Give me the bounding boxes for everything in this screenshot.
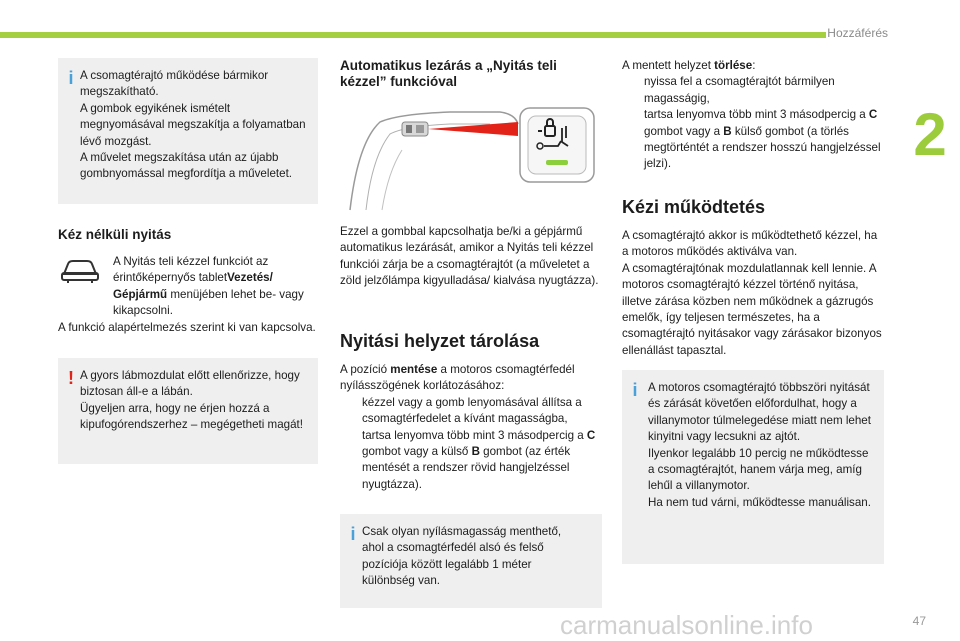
list-item: nyissa fel a csomagtérajtót bármilyen magasságig, [622,74,884,107]
note-line: Ha nem tud várni, működtesse manuálisan. [648,495,871,509]
info-note-height [340,514,602,608]
note-line: A csomagtérajtó működése bármikor megszakítható. [80,69,269,99]
warning-icon: ! [68,368,74,388]
header-accent-bar [0,32,826,38]
section-title-manual: Kézi működtetés [622,197,766,217]
list-item: kézzel vagy a gomb lenyomásával állítsa a csomagtérfedelet a kívánt magasságba, [340,395,602,428]
delete-intro: A mentett helyzet törlése: [622,59,756,72]
note-line: A művelet megszakítása után az újabb gombnyomással megfordítja a műveletet. [80,151,293,181]
list-item: tartsa lenyomva több mint 3 másodpercig a C gombot vagy a B külső gombot (a törlés megtörténtét a rendszer hosszú hangjelzéssel jelzi). [622,107,884,173]
warning-note [58,358,318,464]
info-icon: i [350,524,356,544]
note-line: Ügyeljen arra, hogy ne érjen hozzá a kipufogórendszerhez – megégetheti magát! [80,401,303,432]
note-line: Ilyenkor legalább 10 percig ne működtesse a csomagtérajtót, hanem várja meg, amíg lehűl a villanymotor. [648,446,869,493]
list-item: tartsa lenyomva több mint 3 másodpercig a C gombot vagy a külső B gombot (az érték mentését a rendszer rövid hangjelzéssel nyugtázza). [340,428,602,494]
note-line: A motoros csomagtérajtó többszöri nyitását és zárását követően előfordulhat, hogy a villanymotor túlmelegedése miatt nem lehet kinyitni vagy lecsukni az ajtót. [648,381,871,444]
delete-position-body [622,58,884,173]
page-number: 47 [912,614,926,628]
note-line: Csak olyan nyílásmagasság menthető, ahol a csomagtérfedél alsó és felső pozíciója között legalább 1 méter különbség van. [362,525,562,588]
section-title-store-position: Nyitási helyzet tárolása [340,331,540,351]
heading-handsfree: Kéz nélküli nyitás [58,227,172,242]
info-icon: i [632,380,638,400]
bullet-glyph [340,395,362,428]
bullet-glyph [622,107,644,173]
section-label: Hozzáférés [827,26,888,40]
info-note-interrupt [58,58,318,204]
bullet-glyph [622,74,644,107]
store-intro: A pozíció mentése a motoros csomagtérfedél nyílásszögének korlátozásához: [340,363,575,393]
info-note-overheat [622,370,884,564]
manual-para: A csomagtérajtónak mozdulatlannak kell lennie. A motoros csomagtérajtó kézzel történő nyitása, illetve zárása közben nem működnek a gázrugós emelők, így teljesen természetes, ha a csomagtérajtó nyitásakor vagy zárásakor bizonyos ellenállást tapasztal. [622,261,882,357]
bullet-glyph [340,428,362,494]
heading-auto-lock: Automatikus lezárás a „Nyitás teli kézzel” funkcióval [340,58,557,89]
note-line: A gombok egyikének ismételt megnyomásával megszakítja a folyamatban lévő mozgást. [80,101,306,148]
default-off-text: A funkció alapértelmezés szerint ki van kapcsolva. [58,321,316,334]
car-steering-icon [60,256,100,284]
note-line: A gyors lábmozdulat előtt ellenőrizze, hogy biztosan áll-e a lábán. [80,369,300,399]
chapter-number: 2 [913,101,947,168]
handsfree-setting-text: A Nyitás teli kézzel funkciót az érintőképernyős tabletVezetés/ Gépjármű menüjében lehet be- vagy kikapcsolni. [113,255,304,318]
info-icon: i [68,68,74,88]
watermark: carmanualsonline.info [560,610,813,640]
auto-lock-description: Ezzel a gombbal kapcsolhatja be/ki a gépjármű automatikus lezárását, amikor a Nyitás teli kézzel funkciói zárja be a csomagtérajtót (a műveletet a zöld jelzőlámpa kigyulladása/ kialvása nyugtázza). [340,225,599,288]
manual-para: A csomagtérajtó akkor is működtethető kézzel, ha a motoros működés aktiválva van. [622,229,878,259]
tailgate-illustration [340,102,600,212]
manual-body [622,228,884,359]
store-position-body [340,362,602,493]
